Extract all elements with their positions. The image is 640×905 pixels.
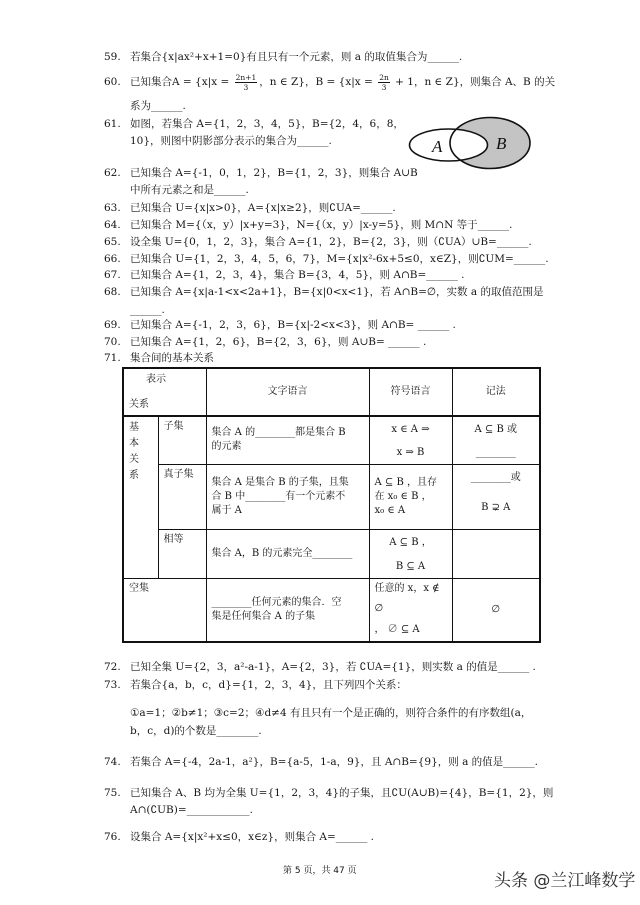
- venn-diagram: [404, 113, 536, 173]
- cell-line: 集合 A 的________都是集合 B: [211, 427, 346, 439]
- cell-line: 任意的 x，x ∉: [374, 582, 440, 594]
- empty-set-notation-cell: [452, 578, 540, 642]
- empty-set-symbol-cell: [369, 578, 452, 642]
- question-67-text: 已知集合 A={1，2，3，4}，集合 B={3，4，5}，则 A∩B=______ .: [130, 269, 465, 281]
- cell-line: A ⊆ B ，且存: [374, 476, 437, 488]
- question-number: 63.: [104, 202, 121, 214]
- question-60-part: + 1，n ∈ Z}，则集合 A、B 的关: [391, 76, 556, 88]
- proper-subset-notation-cell: [452, 464, 540, 529]
- question-number: 68.: [104, 286, 121, 298]
- question-76-text: 设集合 A={x|x²+x≤0，x∈z}，则集合 A=______ .: [130, 831, 374, 843]
- cell-line: 合 B 中________有一个元素不: [211, 490, 346, 502]
- subset-text-cell: [206, 416, 369, 464]
- question-68-text: 已知集合 A={x|a-1<x<2a+1}，B={x|0<x<1}，若 A∩B=∅，实数 a 的取值范围是: [130, 286, 544, 298]
- question-64-text: 已知集合 M={（x，y）|x+y=3}，N={（x，y）|x-y=5}，则 M∩N 等于______.: [130, 219, 513, 231]
- question-number: 67.: [104, 269, 121, 281]
- question-number: 74.: [104, 756, 121, 768]
- group-label-char: 系: [129, 470, 139, 481]
- question-74-text: 若集合 A={-4，2a-1，a²}，B={a-5，1-a，9}，且 A∩B={9}，则 a 的值是______.: [130, 756, 539, 768]
- question-number: 59.: [104, 51, 121, 63]
- cell-line: ________或: [470, 471, 521, 483]
- set-a-label: A: [432, 137, 443, 156]
- question-number: 73.: [104, 679, 121, 691]
- question-63-text: 已知集合 U={x|x>0}，A={x|x≥2}，则∁UA=______.: [130, 202, 396, 214]
- question-number: 62.: [104, 167, 121, 179]
- question-number: 65.: [104, 236, 121, 248]
- header-corner-bottom: 关系: [129, 399, 149, 410]
- question-number: 64.: [104, 219, 121, 231]
- empty-set-text-cell: [206, 578, 369, 642]
- question-61-text-cont: 10}，则图中阴影部分表示的集合为______.: [130, 135, 332, 147]
- question-66-text: 已知集合 U={1，2，3，4，5，6，7}，M={x|x²-6x+5≤0，x∈Z}，则∁UM=______.: [130, 253, 549, 265]
- question-60-part: ，n ∈ Z}，B = {x|x =: [259, 76, 377, 88]
- question-62-text: 已知集合 A={-1，0，1，2}，B={1，2，3}，则集合 A∪B: [130, 167, 418, 179]
- question-number: 61.: [104, 118, 121, 130]
- row-label-proper-subset: 真子集: [158, 464, 206, 529]
- row-label-empty-set: 空集: [123, 578, 206, 642]
- cell-line: x ⇒ B: [396, 446, 425, 458]
- question-number: 72.: [104, 661, 121, 673]
- question-number: 66.: [104, 253, 121, 265]
- fraction-numerator: 2n: [379, 72, 389, 82]
- cell-line: B ⊆ A: [395, 560, 426, 572]
- question-60-text-cont: 系为______.: [130, 100, 186, 112]
- question-60-part: 已知集合A = {x|x =: [130, 76, 233, 88]
- question-number: 60.: [104, 76, 121, 88]
- cell-line: ________: [475, 446, 516, 458]
- header-corner-top: 表示: [146, 374, 166, 385]
- cell-line: x₀ ∈ A: [374, 504, 406, 516]
- question-60-text: [130, 70, 555, 94]
- page-footer: 第 5 页，共 47 页: [283, 866, 357, 876]
- header-corner-cell: [123, 368, 206, 416]
- question-72-text: 已知全集 U={2，3，a²-a-1}，A={2，3}，若 ∁UA={1}，则实数 a 的值是______ .: [130, 661, 536, 673]
- cell-line: 的元素: [211, 441, 242, 453]
- cell-line: B ⊋ A: [481, 501, 511, 513]
- cell-line: ， ∅ ⊆ A: [374, 624, 420, 635]
- group-label-char: 本: [129, 438, 139, 449]
- question-73-text-cont: b，c，d)的个数是________.: [130, 725, 262, 737]
- question-75-text-cont: A∩(∁UB)=____________.: [130, 804, 253, 816]
- group-label-char: 基: [129, 422, 139, 433]
- question-number: 76.: [104, 831, 121, 843]
- fraction: [378, 73, 390, 92]
- question-73-text-cont: ①a=1；②b≠1；③c=2；④d≠4 有且只有一个是正确的，则符合条件的有序数组(a，: [130, 707, 532, 719]
- equal-notation-cell: [452, 529, 540, 578]
- cell-line: x ∈ A ⇒: [391, 424, 430, 435]
- question-65-text: 设全集 U={0，1，2，3}，集合 A={1，2}，B={2，3}，则（∁UA）∪B=______.: [130, 236, 532, 248]
- question-number: 75.: [104, 787, 121, 799]
- watermark: 头条 @兰江峰数学: [494, 871, 636, 891]
- question-62-text-cont: 中所有元素之和是______.: [130, 184, 249, 196]
- row-label-equal: 相等: [158, 529, 206, 578]
- question-number: 69.: [104, 319, 121, 331]
- header-text-language: 文字语言: [206, 368, 369, 416]
- question-number: 70.: [104, 336, 121, 348]
- question-number: 71.: [104, 352, 121, 364]
- empty-set-symbol: ∅: [491, 603, 501, 615]
- equal-text-cell: [206, 529, 369, 578]
- fraction-denominator: 3: [381, 82, 387, 92]
- proper-subset-text-cell: [206, 464, 369, 529]
- question-70-text: 已知集合 A={1，2，6}，B={2，3，6}，则 A∪B= ______ .: [130, 336, 427, 348]
- set-b-label: B: [496, 134, 507, 153]
- set-relations-table: [122, 367, 541, 643]
- cell-line: ∅: [374, 603, 384, 615]
- cell-line: 集合 A，B 的元素完全________: [211, 547, 353, 559]
- group-label-char: 关: [129, 454, 139, 465]
- fraction-numerator: 2n+1: [235, 72, 257, 82]
- cell-line: 在 x₀ ∈ B ，: [374, 490, 432, 502]
- question-68-text-cont: ______.: [130, 304, 165, 316]
- cell-line: A ⊆ B ，: [389, 536, 432, 548]
- fraction: [235, 73, 258, 92]
- question-73-text: 若集合{a，b，c，d}={1，2，3，4}，且下列四个关系：: [130, 679, 407, 691]
- question-71-text: 集合间的基本关系: [130, 352, 214, 364]
- row-label-subset: 子集: [158, 416, 206, 464]
- subset-notation-cell: [452, 416, 540, 464]
- cell-line: 集合 A 是集合 B 的子集，且集: [211, 476, 349, 488]
- fraction-denominator: 3: [243, 82, 249, 92]
- proper-subset-symbol-cell: [369, 464, 452, 529]
- cell-line: 属于 A: [211, 504, 242, 516]
- cell-line: 集是任何集合 A 的子集: [211, 610, 316, 622]
- cell-line: ________任何元素的集合．空: [211, 596, 342, 608]
- group-label-basic-relations: [123, 416, 158, 578]
- question-59-text: 若集合{x|ax²+x+1=0}有且只有一个元素，则 a 的取值集合为______.: [130, 51, 463, 63]
- question-69-text: 已知集合 A={-1，2，3，6}，B={x|-2<x<3}，则 A∩B= ______ .: [130, 319, 456, 331]
- question-75-text: 已知集合 A、B 均为全集 U={1，2，3，4}的子集，且∁U(A∪B)={4}，B={1，2}，则: [130, 787, 554, 799]
- header-notation: 记法: [452, 368, 540, 416]
- question-61-text: 如图，若集合 A={1，2，3，4，5}，B={2，4，6，8，: [130, 118, 404, 130]
- equal-symbol-cell: [369, 529, 452, 578]
- cell-line: A ⊆ B 或: [474, 424, 517, 435]
- subset-symbol-cell: [369, 416, 452, 464]
- header-symbol-language: 符号语言: [369, 368, 452, 416]
